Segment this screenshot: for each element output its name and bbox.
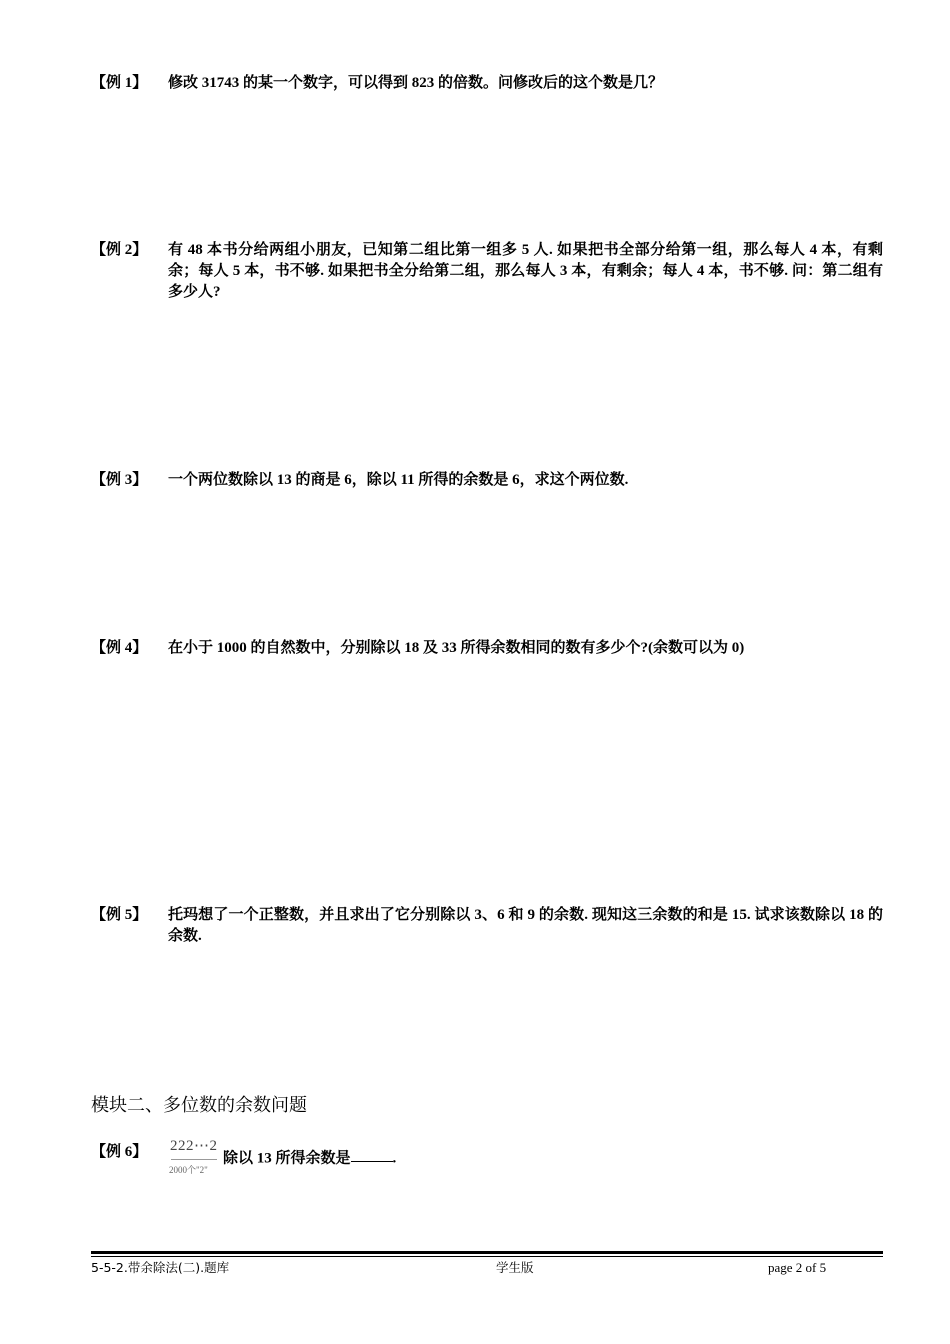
problem-6 <box>91 1138 883 1176</box>
footer-edition: 学生版 <box>496 1260 534 1275</box>
problem-text: 托玛想了一个正整数，并且求出了它分别除以 3、6 和 9 的余数. 现知这三余数的和是 15. 试求该数除以 18 的余数. <box>168 907 883 944</box>
problem-4 <box>91 638 883 659</box>
problem-label: 【例 5】 <box>91 907 148 923</box>
footer-doc-title: 5-5-2.带余除法(二).题库 <box>91 1260 230 1275</box>
formula-underbrace-label: 2000个"2" <box>169 1165 208 1175</box>
problem-text <box>168 1138 883 1176</box>
section-title: 模块二、多位数的余数问题 <box>91 1095 307 1116</box>
problem-text: 在小于 1000 的自然数中，分别除以 18 及 33 所得余数相同的数有多少个?(余数可以为 0) <box>168 640 745 656</box>
problem-5 <box>91 905 883 947</box>
problem-label: 【例 1】 <box>91 75 148 91</box>
footer-page-number: page 2 of 5 <box>768 1260 827 1275</box>
problem-3 <box>91 470 883 491</box>
problem-label: 【例 4】 <box>91 640 148 656</box>
footer-rule-thick <box>91 1251 883 1254</box>
answer-blank[interactable] <box>351 1151 393 1162</box>
problem-text: 有 48 本书分给两组小朋友，已知第二组比第一组多 5 人. 如果把书全部分给第一组，那么每人 4 本，有剩余；每人 5 本，书不够. 如果把书全分给第二组，那么每人 3 本，有剩余；每人 4 本，书不够. 问：第二组有多少人? <box>168 242 883 300</box>
problem-label: 【例 2】 <box>91 242 148 258</box>
problem-label: 【例 3】 <box>91 472 148 488</box>
problem-1 <box>91 73 883 94</box>
footer-rule-thin <box>91 1256 883 1257</box>
repeated-digit-formula <box>168 1138 223 1176</box>
problem-2 <box>91 240 883 303</box>
formula-digits: 222⋯2 <box>170 1138 218 1154</box>
problem-text: 修改 31743 的某一个数字，可以得到 823 的倍数。问修改后的这个数是几？ <box>168 75 664 91</box>
problem-6-text: 除以 13 所得余数是 <box>223 1150 351 1167</box>
problem-label: 【例 6】 <box>91 1144 148 1160</box>
problem-6-end: . <box>392 1150 397 1167</box>
problem-text: 一个两位数除以 13 的商是 6，除以 11 所得的余数是 6，求这个两位数. <box>168 472 629 488</box>
